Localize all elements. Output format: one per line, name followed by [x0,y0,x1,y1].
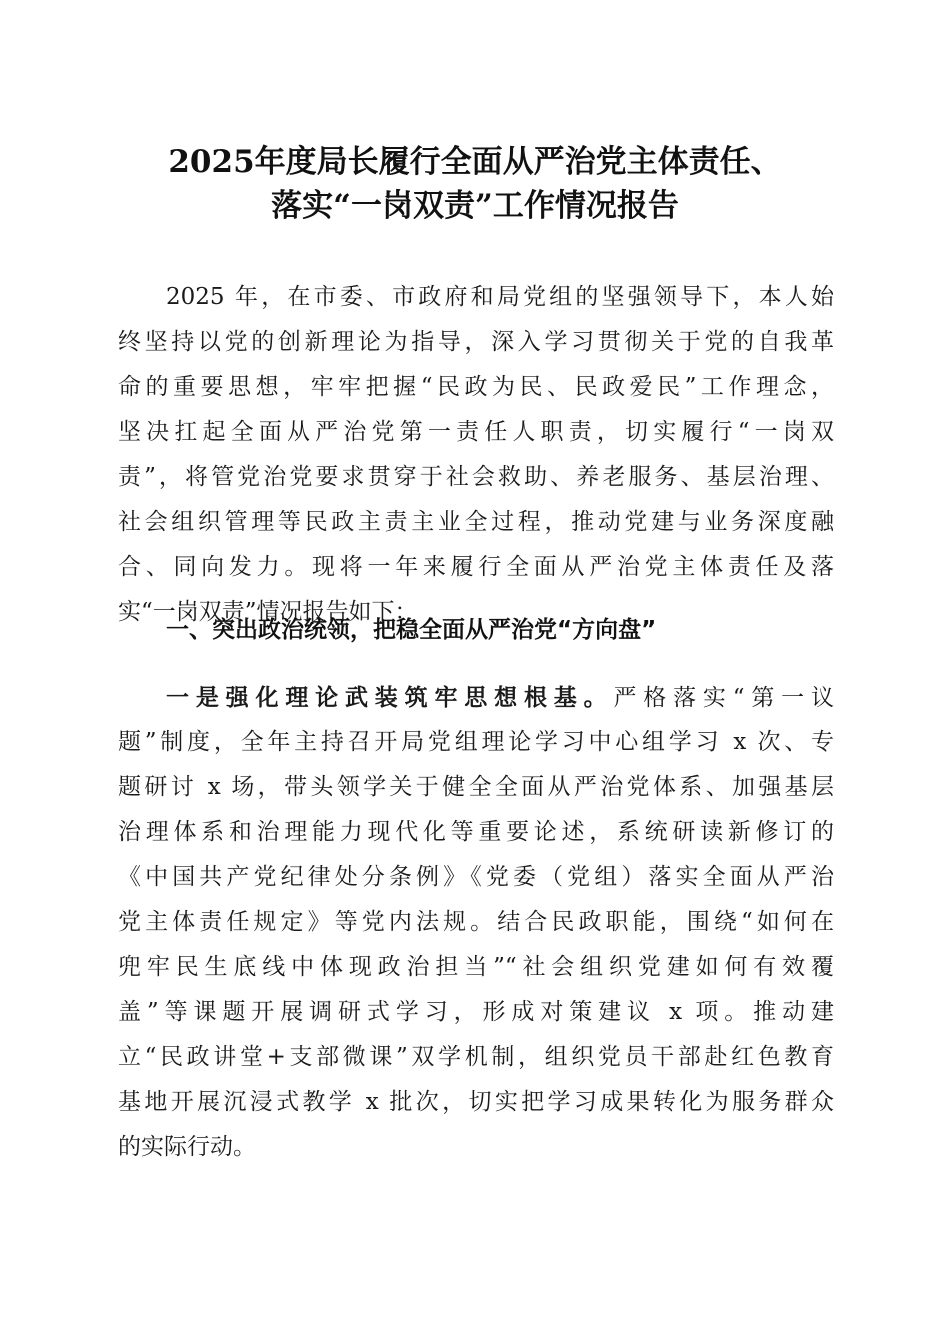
paragraph-line: 命的重要思想，牢牢把握“民政为民、民政爱民”工作理念， [118,374,834,400]
paragraph-line: 2025 年，在市委、市政府和局党组的坚强领导下，本人始 [166,284,834,310]
paragraph-line: 社会组织管理等民政主责主业全过程，推动党建与业务深度融 [118,509,834,535]
document-title-line-1: 2025年度局长履行全面从严治党主体责任、 [168,144,782,180]
paragraph-line: 立“民政讲堂+支部微课”双学机制，组织党员干部赴红色教育 [118,1044,834,1070]
paragraph-line: 《中国共产党纪律处分条例》《党委（党组）落实全面从严治 [118,864,834,890]
paragraph-line: 题研讨 x 场，带头领学关于健全全面从严治党体系、加强基层 [118,774,834,800]
paragraph-line: 责”，将管党治党要求贯穿于社会救助、养老服务、基层治理、 [118,464,834,490]
paragraph-line: 的实际行动。 [118,1134,256,1160]
paragraph-line: 终坚持以党的创新理论为指导，深入学习贯彻关于党的自我革 [118,329,834,355]
paragraph-line: 实“一岗双责”情况报告如下： [118,599,418,625]
paragraph-line-rest: 严格落实“第一议 [613,685,834,711]
paragraph-lead-sentence: 一是强化理论武装筑牢思想根基。 [166,684,614,711]
paragraph-line: 治理体系和治理能力现代化等重要论述，系统研读新修订的 [118,819,834,845]
intro-paragraph [118,275,834,635]
paragraph-line: 题”制度，全年主持召开局党组理论学习中心组学习 x 次、专 [118,729,834,755]
paragraph-line: 兜牢民生底线中体现政治担当”“社会组织党建如何有效覆 [118,954,834,980]
paragraph-line: 盖”等课题开展调研式学习，形成对策建议 x 项。推动建 [118,999,834,1025]
paragraph-line [118,675,834,720]
section-1-paragraph-1 [118,675,834,1170]
paragraph-line: 党主体责任规定》等党内法规。结合民政职能，围绕“如何在 [118,909,834,935]
document-title-line-2: 落实“一岗双责”工作情况报告 [271,188,679,224]
paragraph-line: 合、同向发力。现将一年来履行全面从严治党主体责任及落 [118,554,834,580]
paragraph-line: 基地开展沉浸式教学 x 批次，切实把学习成果转化为服务群众 [118,1089,834,1115]
paragraph-line: 坚决扛起全面从严治党第一责任人职责，切实履行“一岗双 [118,419,834,445]
section-1-heading: 一、突出政治统领，把稳全面从严治党“方向盘” [166,617,657,643]
